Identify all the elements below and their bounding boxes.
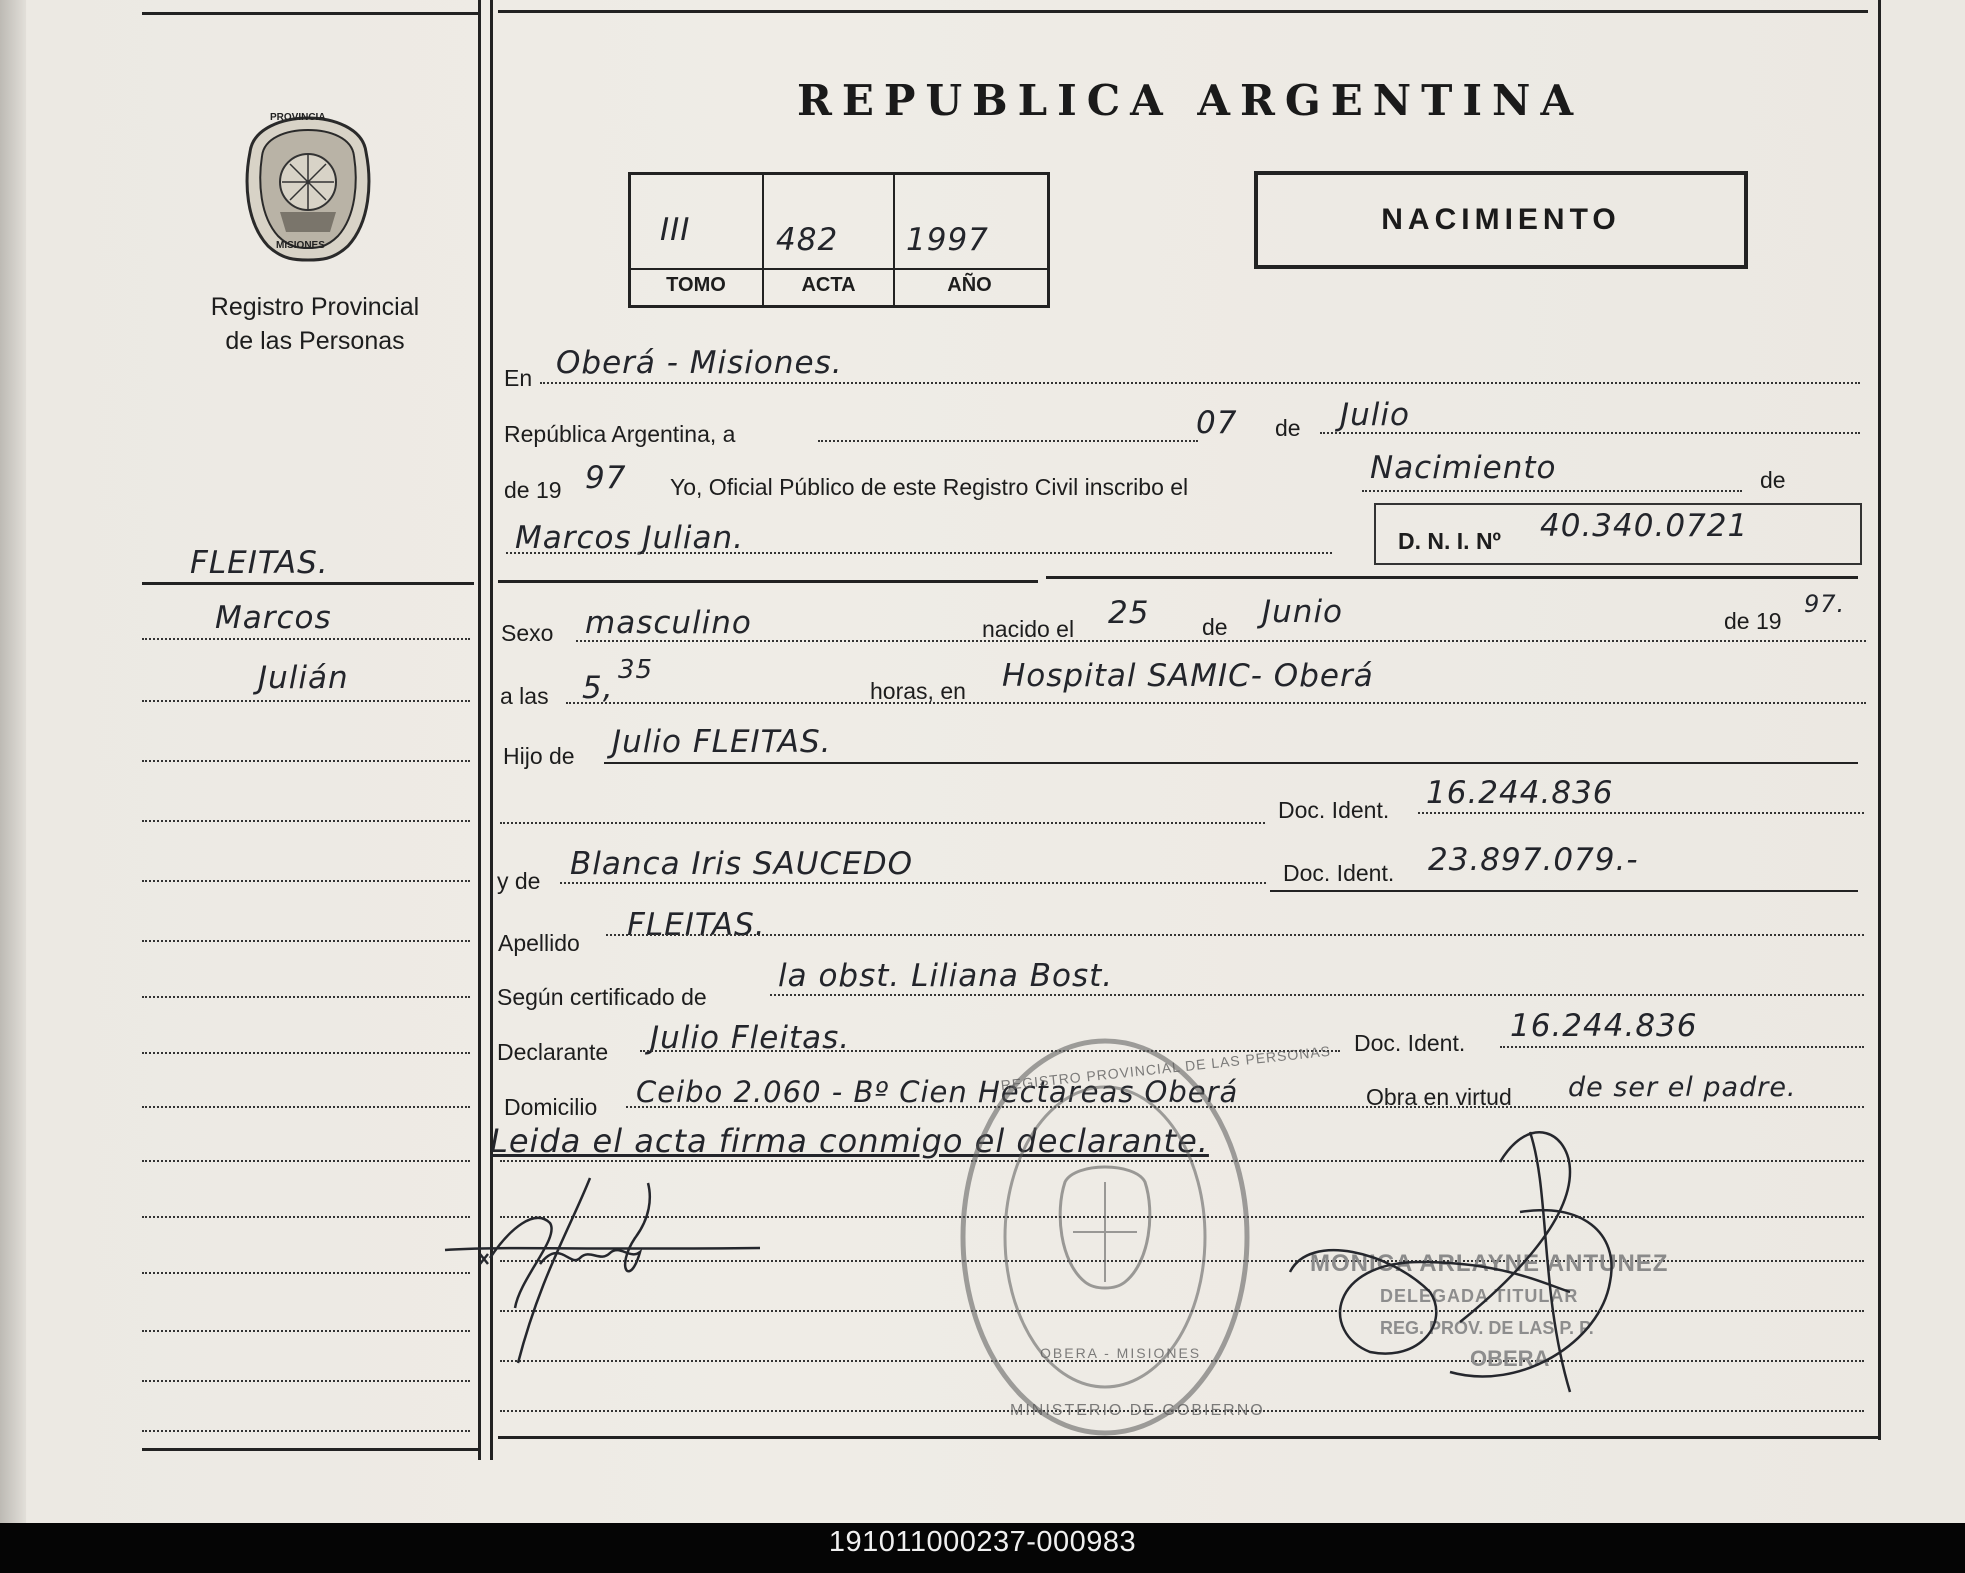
divider-right — [1878, 0, 1881, 1440]
nacido-label: nacido el — [982, 616, 1075, 642]
margin-line — [142, 700, 470, 702]
tomo-value: III — [660, 212, 691, 248]
republica-line — [818, 440, 1198, 442]
doc-label-3: Doc. Ident. — [1354, 1030, 1466, 1056]
margin-line — [142, 940, 470, 942]
top-rule-right — [498, 10, 1868, 13]
bottom-rule-left — [142, 1448, 478, 1451]
father-line-2 — [500, 822, 1265, 824]
de-label: de — [1275, 415, 1301, 441]
margin-line — [142, 638, 470, 640]
margin-line — [142, 1160, 470, 1162]
segun-value: la obst. Liliana Bost. — [778, 958, 1114, 994]
stamp-text-top: REGISTRO PROVINCIAL DE LAS PERSONAS — [1000, 1042, 1332, 1094]
mother-rule — [1270, 890, 1858, 892]
month-value: Julio — [1340, 397, 1410, 433]
official-name: MONICA ARLAYNE ANTUNEZ — [1310, 1250, 1669, 1277]
sexo-value: masculino — [585, 605, 752, 641]
en-label: En — [504, 365, 533, 391]
mother-line — [560, 882, 1266, 884]
box-label-rule — [628, 268, 1047, 270]
section-rule-1 — [498, 580, 1038, 583]
record-type-box: NACIMIENTO — [1254, 171, 1748, 269]
margin-line — [142, 1272, 470, 1274]
declarante-label: Declarante — [497, 1039, 609, 1065]
domicilio-value: Ceibo 2.060 - Bº Cien Hectareas Oberá — [636, 1075, 1239, 1109]
act-line — [1362, 490, 1742, 492]
de-label-2: de — [1760, 467, 1786, 493]
apellido-line — [606, 934, 1864, 936]
birth-year-prefix: de 19 — [1724, 608, 1782, 634]
inscribo-label: Yo, Oficial Público de este Registro Civil inscribo el — [670, 474, 1189, 500]
hour-value: 5, — [582, 670, 614, 706]
dni-value: 40.340.0721 — [1540, 508, 1749, 544]
horas-label: horas, en — [870, 678, 966, 704]
margin-line — [142, 1106, 470, 1108]
sexo-line — [576, 640, 1866, 642]
declarant-signature — [440, 1168, 780, 1368]
birth-day: 25 — [1108, 595, 1150, 631]
obra-value: de ser el padre. — [1568, 1072, 1797, 1103]
declarante-value: Julio Fleitas. — [650, 1020, 851, 1056]
minute-value: 35 — [618, 655, 654, 685]
margin-line — [142, 880, 470, 882]
acta-value: 482 — [776, 222, 839, 258]
birth-month: Junio — [1262, 594, 1344, 630]
person-value: Marcos Julian. — [515, 520, 745, 556]
office-line-2: de las Personas — [225, 327, 405, 355]
section-rule-2 — [1046, 576, 1858, 579]
mother-doc: 23.897.079.- — [1428, 842, 1639, 878]
a-las-label: a las — [500, 683, 549, 709]
page-binding — [0, 0, 26, 1523]
y-de-label: y de — [497, 868, 541, 894]
ano-label: AÑO — [947, 274, 992, 296]
margin-surname-rule — [142, 582, 474, 585]
stamp-text-inner: OBERA - MISIONES — [1040, 1345, 1202, 1361]
margin-line — [142, 1380, 470, 1382]
dni-label: D. N. I. Nº — [1398, 528, 1501, 554]
margin-line — [142, 996, 470, 998]
father-doc-line — [1418, 812, 1864, 814]
ano-value: 1997 — [906, 222, 989, 258]
de-label-3: de — [1202, 614, 1228, 640]
birth-year: 97. — [1804, 590, 1846, 618]
top-rule-left — [142, 12, 478, 15]
father-doc: 16.244.836 — [1426, 775, 1614, 811]
margin-surname: FLEITAS. — [190, 545, 329, 581]
segun-label: Según certificado de — [497, 984, 707, 1010]
republica-label: República Argentina, a — [504, 421, 736, 447]
official-office: REG. PROV. DE LAS P. P. — [1380, 1318, 1594, 1338]
apellido-label: Apellido — [498, 930, 580, 956]
seal-text-bottom: MISIONES — [276, 240, 325, 251]
hijo-label: Hijo de — [503, 743, 575, 769]
margin-line — [142, 1330, 470, 1332]
obra-label: Obra en virtud — [1366, 1084, 1512, 1110]
registry-office-name — [160, 290, 470, 358]
stamp-text-bottom: MINISTERIO DE GOBIERNO — [1010, 1402, 1265, 1419]
margin-line — [142, 760, 470, 762]
person-line — [506, 552, 1332, 554]
month-line — [1320, 432, 1860, 434]
mother-value: Blanca Iris SAUCEDO — [570, 846, 914, 882]
hour-line — [566, 702, 1866, 704]
office-line-1: Registro Provincial — [210, 293, 420, 321]
margin-name-1: Marcos — [215, 600, 332, 636]
margin-line — [142, 1430, 470, 1432]
act-value: Nacimiento — [1370, 450, 1557, 486]
year-prefix: de 19 — [504, 477, 562, 503]
father-rule — [604, 762, 1858, 764]
declarante-doc: 16.244.836 — [1510, 1008, 1698, 1044]
document-id: 191011000237-000983 — [828, 1526, 1137, 1558]
year-value: 97 — [585, 460, 627, 496]
official-city: OBERA — [1470, 1346, 1550, 1371]
segun-line — [770, 994, 1864, 996]
en-value: Oberá - Misiones. — [556, 345, 843, 381]
official-signature — [1270, 1092, 1690, 1412]
margin-line — [142, 1216, 470, 1218]
declarante-doc-line — [1500, 1046, 1864, 1048]
round-official-stamp — [955, 1032, 1255, 1442]
seal-text-top: PROVINCIA — [270, 112, 326, 123]
father-value: Julio FLEITAS. — [612, 724, 832, 760]
tomo-label: TOMO — [666, 274, 726, 296]
sexo-label: Sexo — [501, 620, 554, 646]
official-title: DELEGADA TITULAR — [1380, 1286, 1579, 1306]
doc-label-2: Doc. Ident. — [1283, 860, 1395, 886]
en-line — [540, 382, 1860, 384]
domicilio-label: Domicilio — [504, 1094, 598, 1120]
margin-line — [142, 1052, 470, 1054]
day-value: 07 — [1196, 405, 1238, 441]
acta-label: ACTA — [801, 274, 856, 296]
margin-line — [142, 820, 470, 822]
apellido-value: FLEITAS. — [627, 907, 766, 943]
closing-value: Leida el acta firma conmigo el declarante. — [490, 1122, 1209, 1160]
country-title: REPUBLICA ARGENTINA — [796, 76, 1584, 125]
doc-label-1: Doc. Ident. — [1278, 797, 1390, 823]
margin-name-2: Julián — [258, 660, 349, 696]
place-value: Hospital SAMIC- Oberá — [1002, 658, 1374, 694]
